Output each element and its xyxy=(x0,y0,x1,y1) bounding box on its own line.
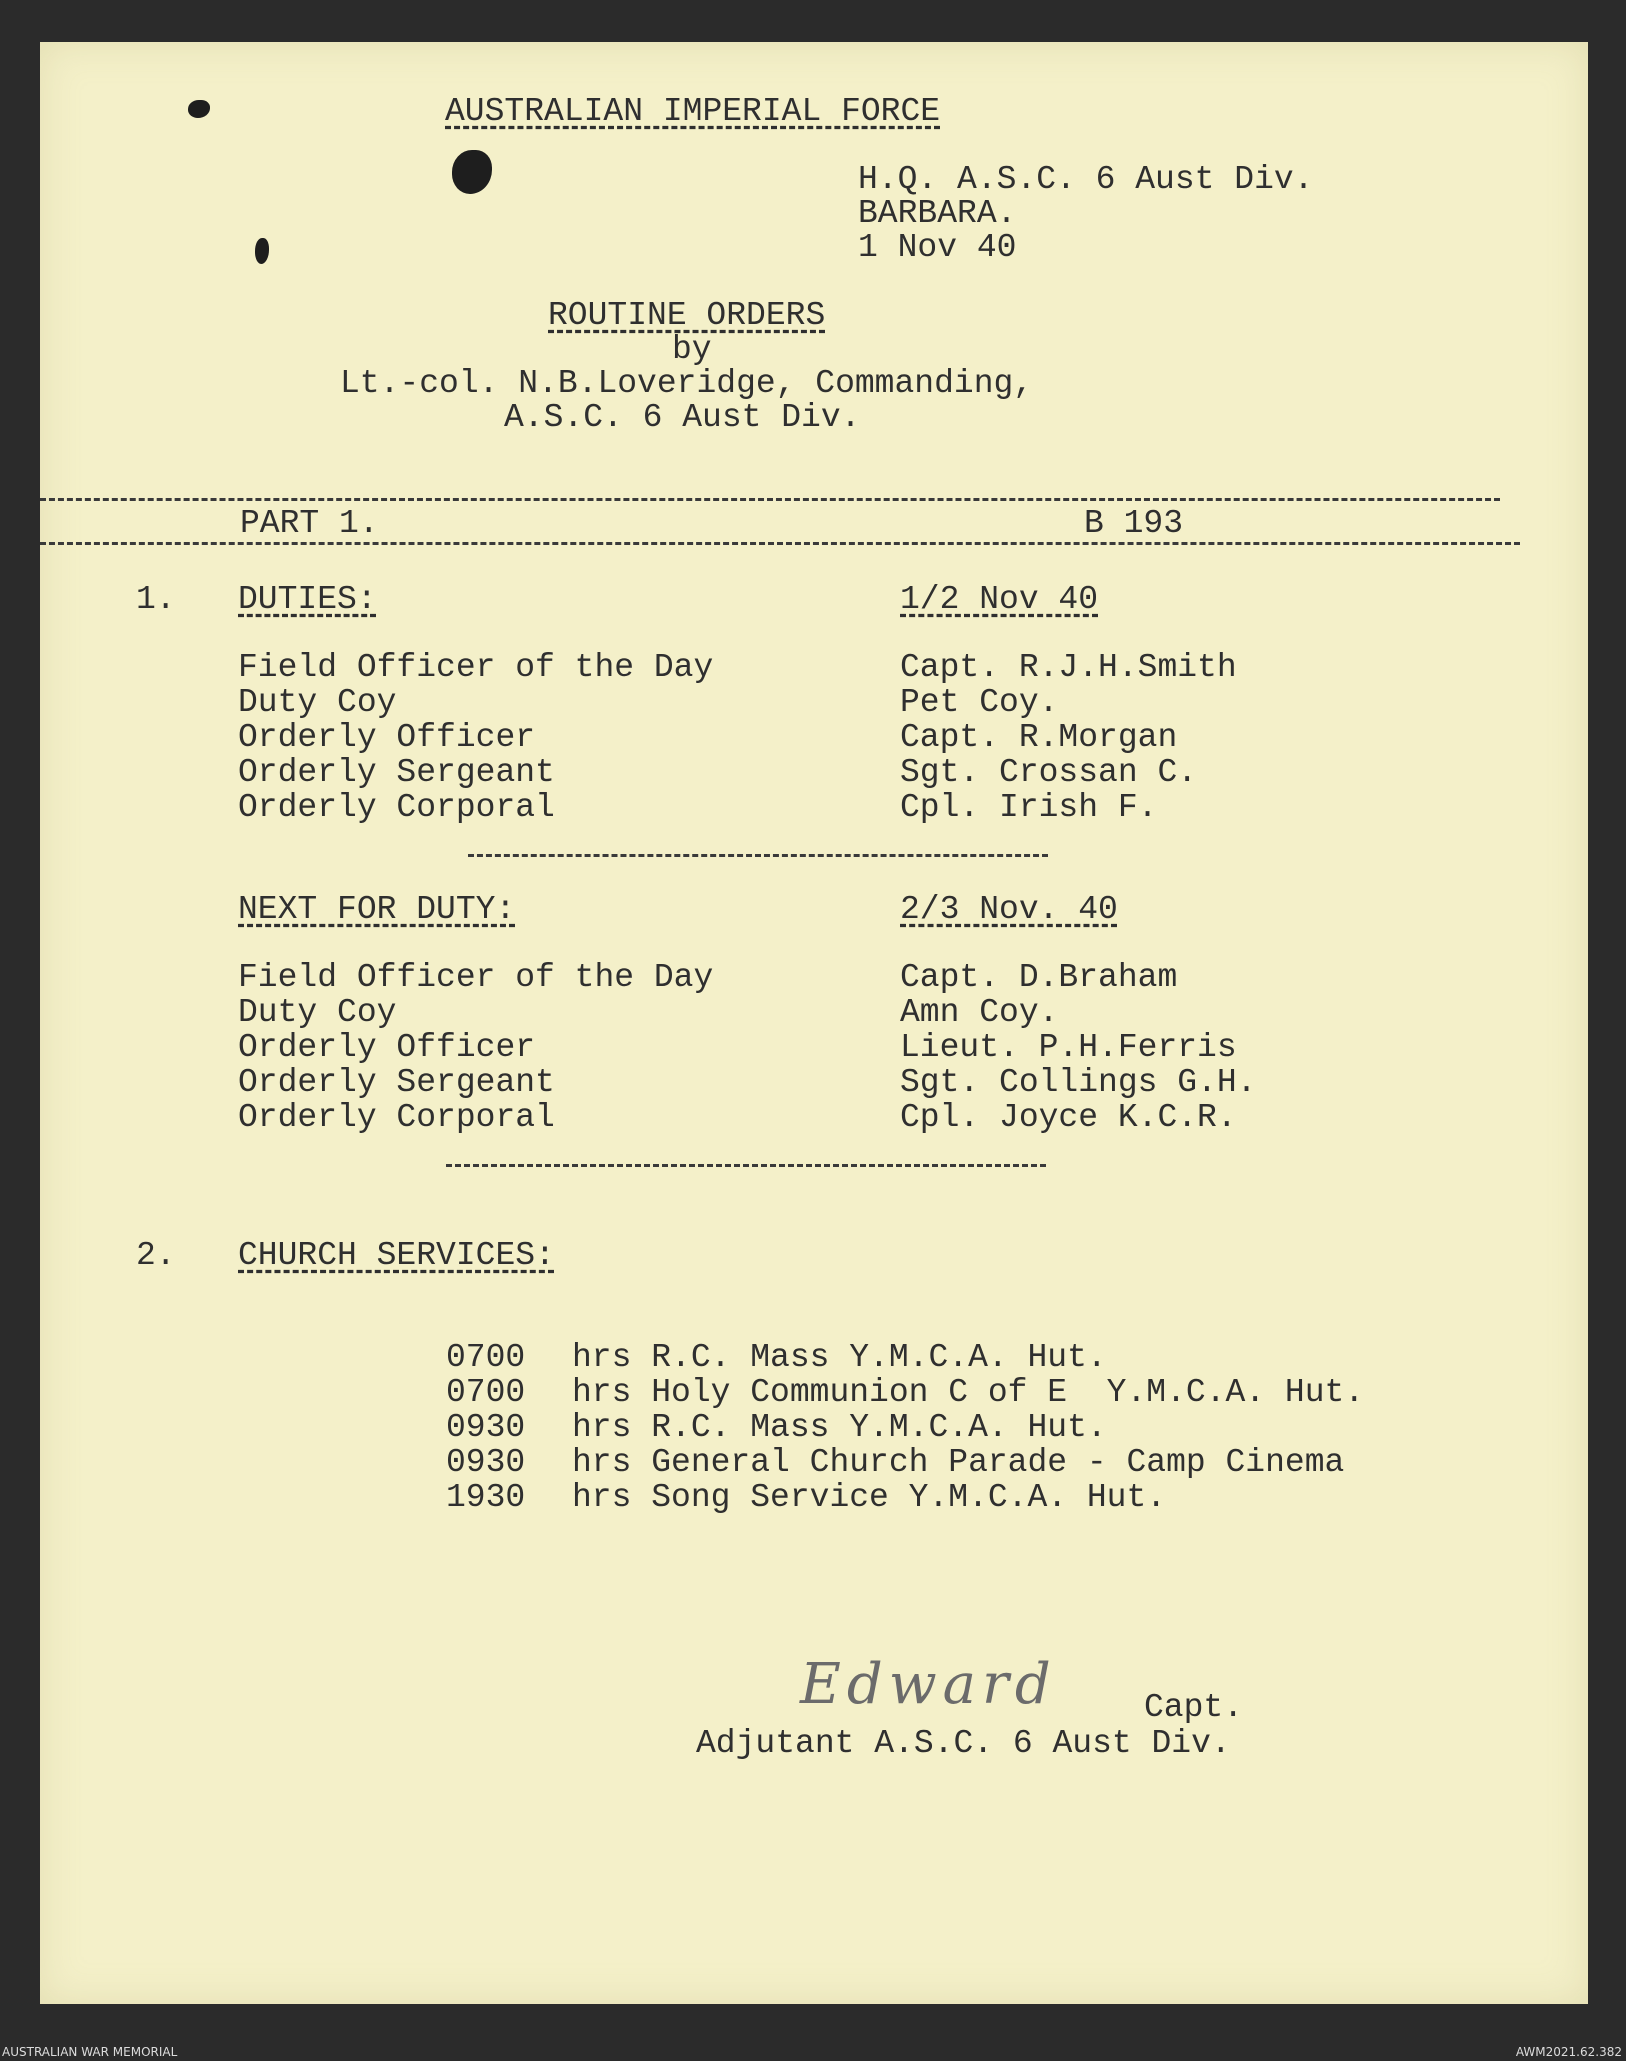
duty-role: Orderly Officer xyxy=(238,719,536,756)
punch-hole xyxy=(188,100,210,118)
next-duty-date: 2/3 Nov. 40 xyxy=(900,891,1118,928)
duty-role: Orderly Officer xyxy=(238,1029,536,1066)
duty-name: Capt. R.Morgan xyxy=(900,719,1178,756)
next-duty-heading: NEXT FOR DUTY: xyxy=(238,891,516,928)
hq-date: 1 Nov 40 xyxy=(858,229,1017,266)
hq-line-2: BARBARA. xyxy=(858,195,1017,232)
service-text: hrs General Church Parade - Camp Cinema xyxy=(572,1444,1345,1481)
duty-name: Sgt. Crossan C. xyxy=(900,754,1198,791)
duty-role: Duty Coy xyxy=(238,684,397,721)
service-text: hrs R.C. Mass Y.M.C.A. Hut. xyxy=(572,1339,1107,1376)
document-page xyxy=(40,42,1588,2004)
punch-hole xyxy=(452,150,492,194)
duty-role: Orderly Corporal xyxy=(238,789,555,826)
orders-unit: A.S.C. 6 Aust Div. xyxy=(504,399,861,436)
duty-role: Orderly Corporal xyxy=(238,1099,555,1136)
divider xyxy=(468,854,1048,857)
duty-role: Orderly Sergeant xyxy=(238,1064,555,1101)
duties-heading: DUTIES: xyxy=(238,581,377,618)
duties-date: 1/2 Nov 40 xyxy=(900,581,1099,618)
duty-name: Cpl. Joyce K.C.R. xyxy=(900,1099,1237,1136)
handwritten-signature: Edward xyxy=(800,1652,1057,1717)
service-time: 0930 xyxy=(446,1409,526,1446)
document-title: AUSTRALIAN IMPERIAL FORCE xyxy=(445,93,941,130)
divider xyxy=(40,498,1500,501)
part-label: PART 1. xyxy=(240,505,379,542)
duty-name: Pet Coy. xyxy=(900,684,1059,721)
service-time: 0700 xyxy=(446,1339,526,1376)
footer-accession: AWM2021.62.382 xyxy=(1515,2045,1622,2059)
duty-name: Amn Coy. xyxy=(900,994,1059,1031)
duty-role: Orderly Sergeant xyxy=(238,754,555,791)
duty-role: Field Officer of the Day xyxy=(238,959,714,996)
service-time: 0700 xyxy=(446,1374,526,1411)
duty-name: Sgt. Collings G.H. xyxy=(900,1064,1257,1101)
divider xyxy=(446,1164,1046,1167)
service-time: 1930 xyxy=(446,1479,526,1516)
signature-rank: Capt. xyxy=(1144,1689,1244,1726)
orders-by: by xyxy=(672,331,712,368)
duty-role: Duty Coy xyxy=(238,994,397,1031)
section-number: 2. xyxy=(136,1237,176,1274)
part-ref: B 193 xyxy=(1084,505,1184,542)
service-time: 0930 xyxy=(446,1444,526,1481)
divider xyxy=(40,542,1520,545)
orders-title: ROUTINE ORDERS xyxy=(548,297,826,334)
duty-name: Cpl. Irish F. xyxy=(900,789,1158,826)
signature-title: Adjutant A.S.C. 6 Aust Div. xyxy=(696,1725,1231,1762)
footer-source: AUSTRALIAN WAR MEMORIAL xyxy=(2,2045,178,2059)
church-heading: CHURCH SERVICES: xyxy=(238,1237,555,1274)
orders-commander: Lt.-col. N.B.Loveridge, Commanding, xyxy=(340,365,1034,402)
hq-line-1: H.Q. A.S.C. 6 Aust Div. xyxy=(858,161,1314,198)
duty-role: Field Officer of the Day xyxy=(238,649,714,686)
section-number: 1. xyxy=(136,581,176,618)
duty-name: Capt. R.J.H.Smith xyxy=(900,649,1237,686)
punch-hole xyxy=(255,238,269,264)
service-text: hrs Holy Communion C of E Y.M.C.A. Hut. xyxy=(572,1374,1365,1411)
duty-name: Lieut. P.H.Ferris xyxy=(900,1029,1237,1066)
service-text: hrs Song Service Y.M.C.A. Hut. xyxy=(572,1479,1167,1516)
duty-name: Capt. D.Braham xyxy=(900,959,1178,996)
service-text: hrs R.C. Mass Y.M.C.A. Hut. xyxy=(572,1409,1107,1446)
